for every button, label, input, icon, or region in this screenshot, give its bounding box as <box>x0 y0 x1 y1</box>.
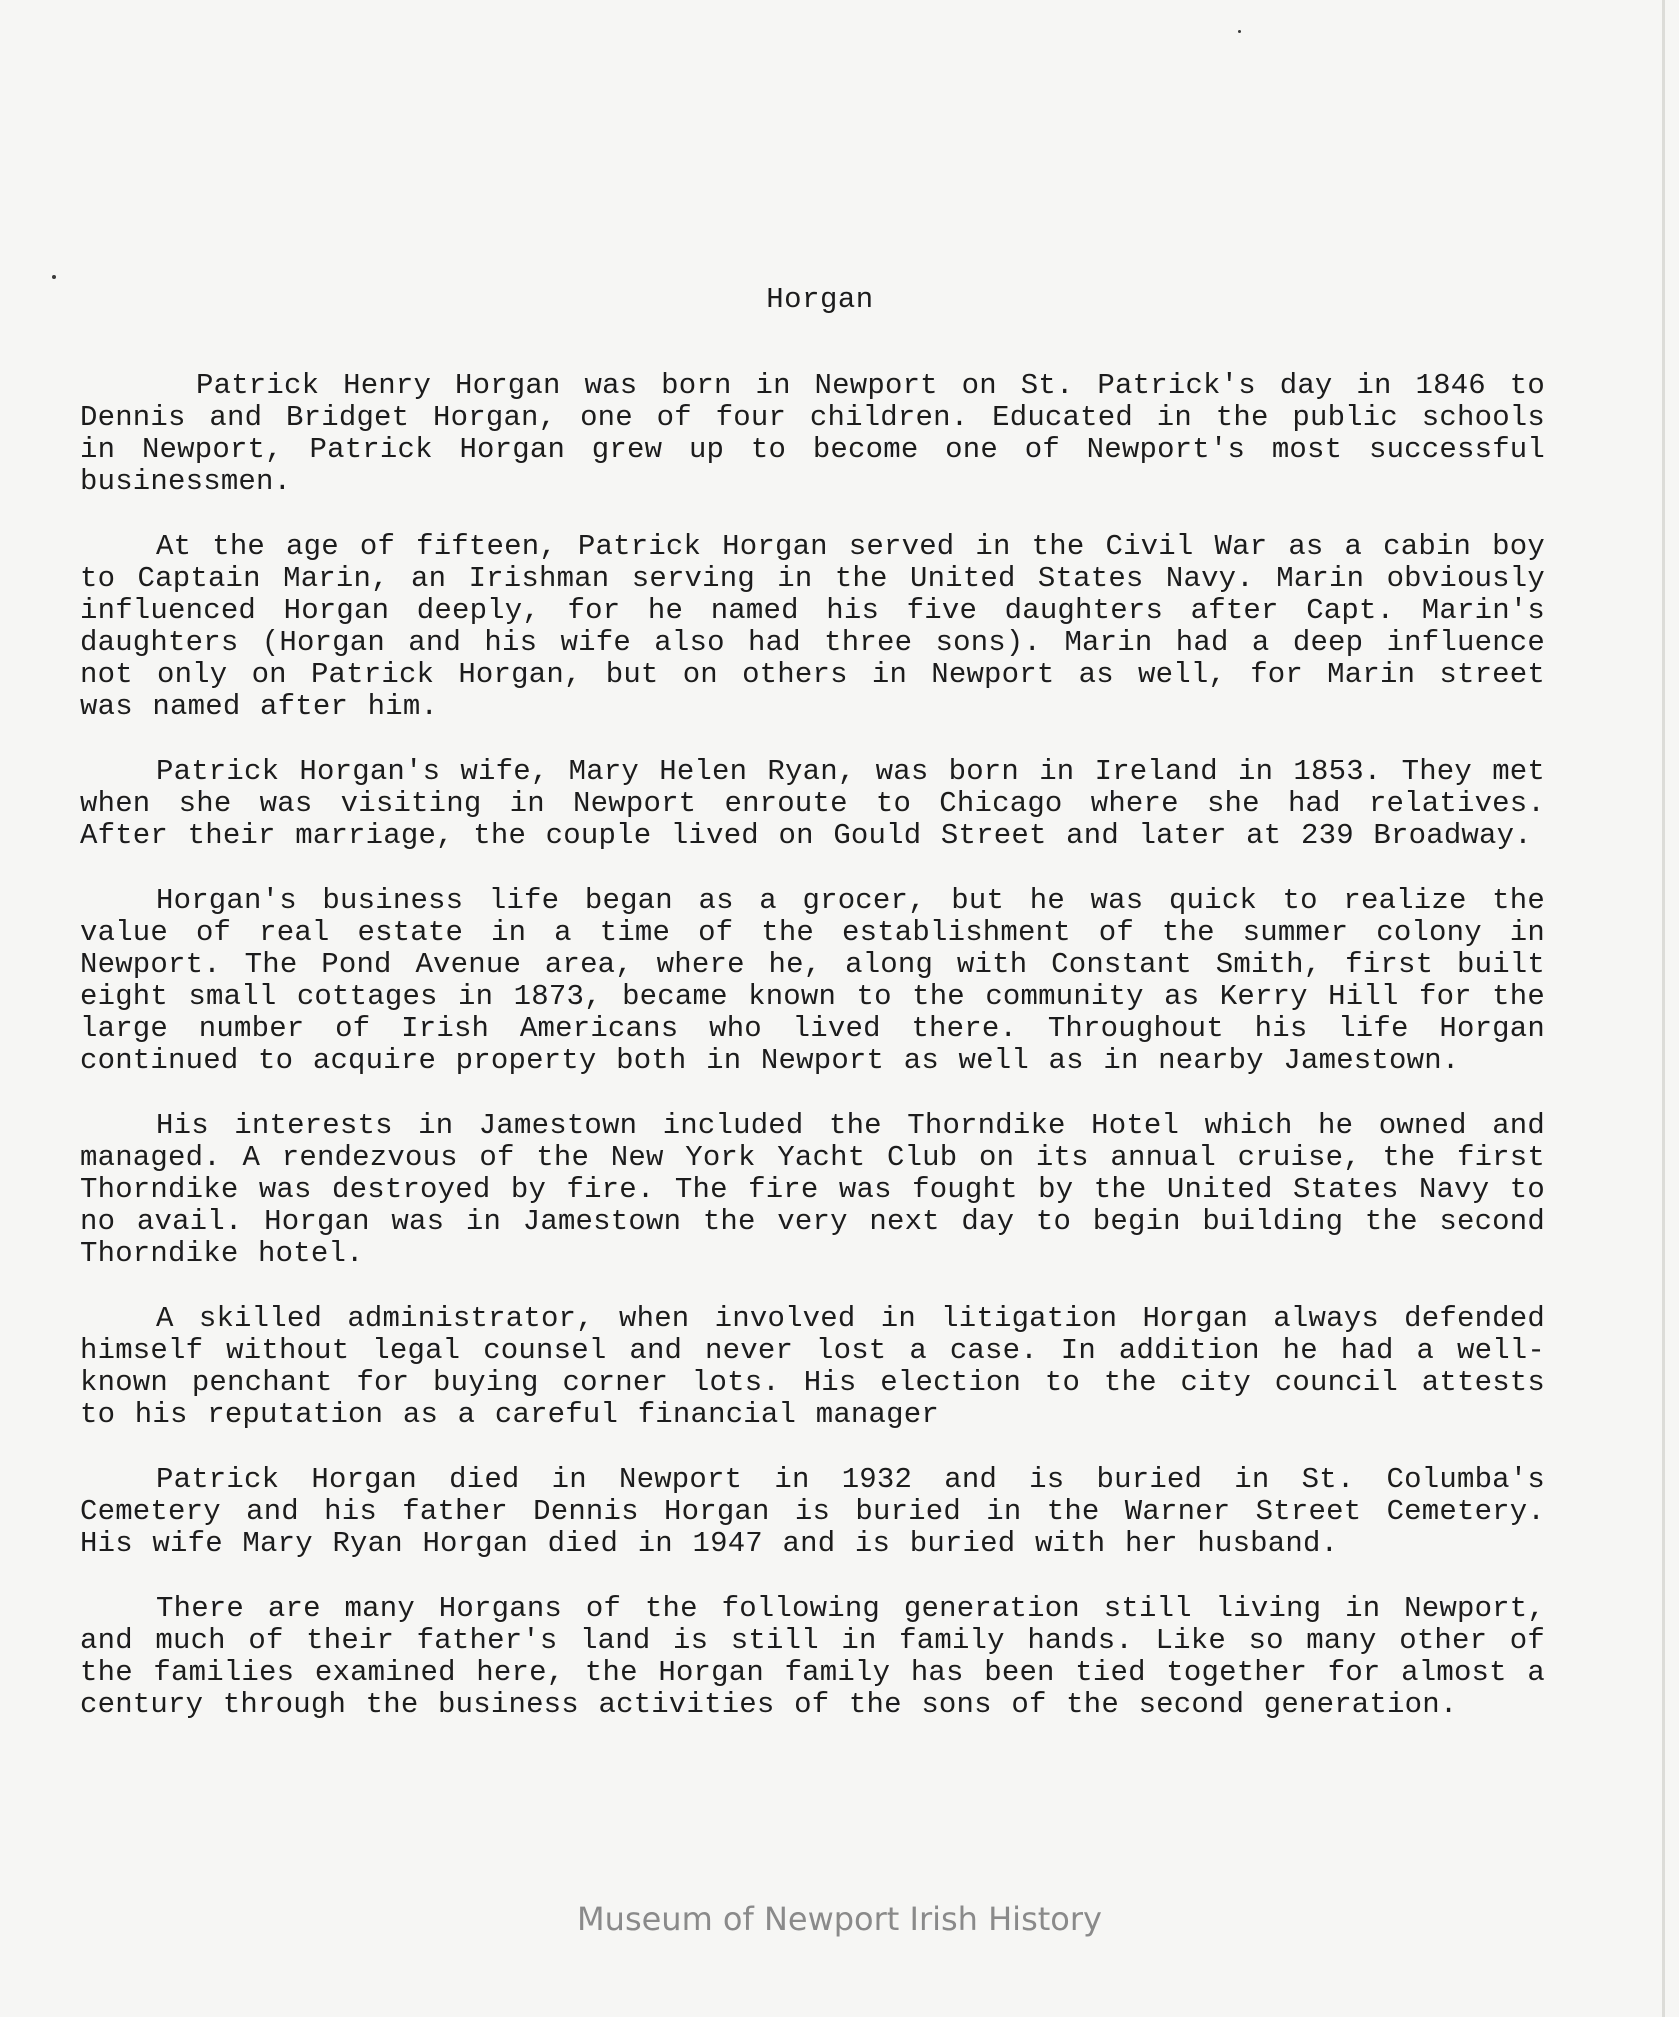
paragraph-business: Horgan's business life began as a grocer, but he was quick to realize the value of real estate in a time of the establishment of the summer colony in Newport. The Pond Avenue area, where he, along with Constant Smith, first built eight small cottages in 1873, became known to the community as Kerry Hill for the large number of Irish Americans who lived there. Throughout his life Horgan continued to acquire property both in Newport as well as in nearby Jamestown. <box>80 884 1545 1077</box>
watermark-text: Museum of Newport Irish History <box>577 1900 1102 1938</box>
scan-speck <box>52 275 56 279</box>
paragraph-birth: Patrick Henry Horgan was born in Newport on St. Patrick's day in 1846 to Dennis and Bridget Horgan, one of four children. Educated in the public schools in Newport, Patrick Horgan grew up to become one of Newport's most successful businessmen. <box>80 369 1545 498</box>
paragraph-death: Patrick Horgan died in Newport in 1932 and is buried in St. Columba's Cemetery and his father Dennis Horgan is buried in the Warner Street Cemetery. His wife Mary Ryan Horgan died in 1947 and is buried with her husband. <box>80 1463 1545 1560</box>
paragraph-wife: Patrick Horgan's wife, Mary Helen Ryan, was born in Ireland in 1853. They met when she was visiting in Newport enroute to Chicago where she had relatives. After their marriage, the couple lived on Gould Street and later at 239 Broadway. <box>80 755 1545 852</box>
scan-speck <box>1238 30 1241 33</box>
paragraph-civil-war: At the age of fifteen, Patrick Horgan served in the Civil War as a cabin boy to Captain Marin, an Irishman serving in the United States Navy. Marin obviously influenced Horgan deeply, for he named his five daughters after Capt. Marin's daughters (Horgan and his wife also had three sons). Marin had a deep influence not only on Patrick Horgan, but on others in Newport as well, for Marin street was named after him. <box>80 530 1545 723</box>
page-edge <box>1662 0 1665 2017</box>
document-body <box>80 370 1545 1754</box>
paragraph-legacy: There are many Horgans of the following generation still living in Newport, and much of their father's land is still in family hands. Like so many other of the families examined here, the Horgan family has been tied together for almost a century through the business activities of the sons of the second generation. <box>80 1592 1545 1721</box>
paragraph-administrator: A skilled administrator, when involved in litigation Horgan always defended himself without legal counsel and never lost a case. In addition he had a well-known penchant for buying corner lots. His election to the city council attests to his reputation as a careful financial manager <box>80 1302 1545 1431</box>
document-title: Horgan <box>766 283 874 316</box>
paragraph-jamestown: His interests in Jamestown included the Thorndike Hotel which he owned and managed. A rendezvous of the New York Yacht Club on its annual cruise, the first Thorndike was destroyed by fire. The fire was fought by the United States Navy to no avail. Horgan was in Jamestown the very next day to begin building the second Thorndike hotel. <box>80 1109 1545 1270</box>
